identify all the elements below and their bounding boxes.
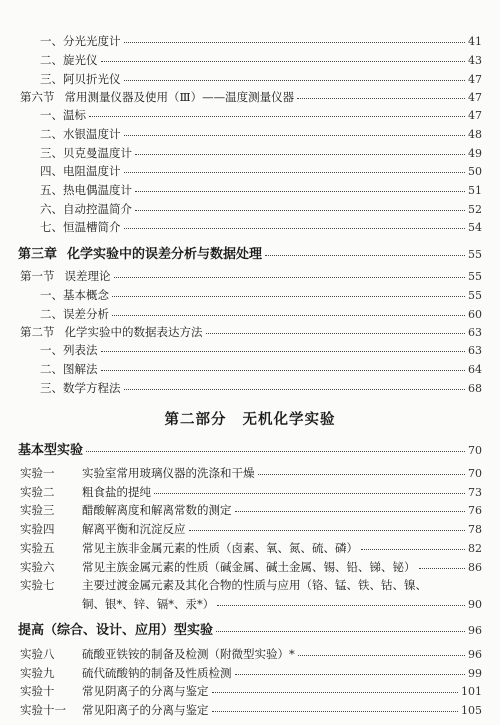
toc-entry-title [20, 666, 232, 681]
experiment-title: 解离平衡和沉淀反应 [82, 522, 186, 537]
experiment-label: 实验八 [20, 646, 55, 661]
toc-entry-title [20, 485, 151, 500]
experiment-label: 实验十 [20, 684, 55, 699]
toc-entry-title: 一、列表法 [40, 343, 98, 358]
toc-page-number: 63 [468, 325, 482, 339]
toc-experiment[interactable] [20, 485, 482, 500]
toc-page-number: 47 [468, 91, 482, 105]
leader-dots [135, 191, 465, 192]
experiment-title: 常见阳离子的分离与鉴定 [82, 703, 209, 717]
leader-dots [298, 655, 465, 656]
experiment-title-continued: 铜、银*、锌、镉*、汞*） [82, 597, 215, 612]
toc-entry-title: 三、数学方程法 [40, 380, 121, 395]
leader-dots [112, 315, 465, 316]
toc-page-number: 105 [461, 704, 482, 717]
section-label: 第六节 [20, 90, 55, 105]
experiment-title: 粗食盐的提纯 [82, 484, 151, 499]
toc-entry-title: 二、误差分析 [40, 306, 109, 321]
leader-dots [235, 511, 466, 512]
toc-entry-title: 二、旋光仪 [40, 52, 98, 67]
toc-entry-title [20, 703, 209, 718]
leader-dots [112, 296, 465, 297]
leader-dots [212, 692, 459, 693]
section-title: 常用测量仪器及使用（Ⅲ）——温度测量仪器 [64, 90, 295, 105]
toc-experiment[interactable] [20, 666, 482, 681]
toc-page-number: 70 [468, 443, 482, 457]
section-title: 化学实验中的数据表达方法 [64, 324, 203, 339]
experiment-label: 实验三 [20, 503, 55, 518]
toc-experiment[interactable] [20, 466, 482, 481]
experiment-label: 实验六 [20, 559, 55, 574]
leader-dots [206, 333, 466, 334]
toc-page-number: 70 [468, 466, 482, 480]
leader-dots [86, 451, 465, 452]
experiment-title: 常见主族非金属元素的性质（卤素、氧、氮、硫、磷） [82, 540, 358, 555]
experiment-title: 醋酸解离度和解离常数的测定 [82, 503, 232, 518]
toc-page-number: 73 [468, 485, 482, 499]
toc-page-number: 60 [468, 307, 482, 321]
experiment-label: 实验四 [20, 522, 55, 537]
toc-page-number: 55 [468, 247, 482, 261]
toc-entry[interactable] [40, 183, 482, 198]
toc-entry-title [20, 541, 358, 556]
part-label: 第二部分 [164, 410, 227, 428]
toc-basic-experiments[interactable] [18, 443, 482, 458]
toc-experiment[interactable] [20, 503, 482, 518]
toc-entry[interactable] [40, 146, 482, 161]
toc-entry-title [20, 522, 186, 537]
toc-page-number: 76 [468, 504, 482, 518]
experiment-label: 实验一 [20, 465, 55, 480]
toc-ch3-section-1[interactable] [20, 269, 482, 284]
toc-ch3-section-2[interactable] [20, 325, 482, 340]
toc-advanced-experiments[interactable] [18, 623, 482, 638]
toc-page-number: 43 [468, 53, 482, 67]
toc-entry-title [20, 325, 203, 340]
toc-page-number: 48 [468, 127, 482, 141]
toc-page-number: 49 [468, 146, 482, 160]
toc-page-number: 47 [468, 109, 482, 122]
leader-dots [217, 605, 465, 606]
leader-dots [258, 474, 466, 475]
leader-dots [124, 42, 466, 43]
leader-dots [361, 549, 465, 550]
toc-experiment[interactable] [20, 647, 482, 662]
leader-dots [124, 80, 466, 81]
experiment-label: 实验十一 [20, 703, 66, 717]
toc-entry[interactable] [40, 362, 482, 377]
toc-page-number: 68 [468, 381, 482, 395]
toc-page-number: 41 [468, 35, 482, 48]
experiment-title: 主要过渡金属元素及其化合物的性质与应用（铬、锰、铁、钴、镍、 [82, 578, 427, 593]
toc-entry-title: 二、水银温度计 [40, 126, 121, 141]
toc-entry[interactable] [40, 381, 482, 396]
experiment-label: 实验二 [20, 484, 55, 499]
section-label: 第二节 [20, 324, 55, 339]
leader-dots [154, 493, 465, 494]
toc-page-number: 101 [461, 685, 482, 699]
toc-section-6[interactable] [20, 90, 482, 105]
leader-dots [265, 255, 465, 256]
toc-entry[interactable] [40, 34, 482, 49]
section-label: 第一节 [20, 269, 55, 284]
toc-entry-title [20, 578, 427, 593]
experiment-title: 硫酸亚铁铵的制备及检测（附微型实验）* [82, 646, 295, 661]
leader-dots [124, 172, 466, 173]
toc-entry-title: 二、图解法 [40, 361, 98, 376]
leader-dots [189, 530, 466, 531]
experiment-title: 常见主族金属元素的性质（碱金属、碱土金属、锡、铅、锑、铋） [82, 559, 416, 574]
toc-page-number: 55 [468, 288, 482, 302]
leader-dots [297, 98, 465, 99]
leader-dots [114, 277, 466, 278]
toc-page-number: 86 [468, 560, 482, 574]
toc-entry[interactable] [40, 343, 482, 358]
toc-entry[interactable] [40, 72, 482, 87]
leader-dots [124, 135, 466, 136]
toc-experiment[interactable] [20, 560, 482, 575]
toc-entry-title [20, 503, 232, 518]
toc-experiment[interactable] [20, 684, 482, 699]
chapter-label: 第三章 [18, 246, 58, 262]
section-title: 误差理论 [64, 269, 111, 284]
experiment-title: 实验室常用玻璃仪器的洗涤和干燥 [82, 465, 255, 480]
toc-entry[interactable] [40, 220, 482, 235]
leader-dots [135, 210, 465, 211]
experiment-label: 实验五 [20, 540, 55, 555]
toc-entry-title [20, 269, 111, 284]
toc-entry-title [20, 647, 295, 662]
leader-dots [101, 351, 466, 352]
toc-entry[interactable] [40, 288, 482, 303]
toc-entry-title [18, 247, 262, 262]
toc-entry-title: 五、热电偶温度计 [40, 183, 132, 197]
leader-dots [419, 568, 466, 569]
toc-entry[interactable] [40, 164, 482, 179]
toc-experiment[interactable] [20, 541, 482, 556]
toc-entry-title: 基本型实验 [18, 442, 84, 458]
toc-entry-title: 一、基本概念 [40, 287, 109, 302]
leader-dots [124, 228, 466, 229]
leader-dots [235, 674, 466, 675]
leader-dots [135, 154, 465, 155]
toc-page-number: 52 [468, 202, 482, 216]
toc-page-number: 99 [468, 666, 482, 680]
part-title: 无机化学实验 [242, 410, 336, 428]
toc-entry-title: 三、贝克曼温度计 [40, 145, 132, 160]
leader-dots [216, 631, 465, 632]
toc-experiment-7[interactable] [20, 578, 482, 593]
toc-entry-title: 七、恒温槽简介 [40, 219, 121, 234]
toc-page-number: 64 [468, 362, 482, 376]
experiment-label: 实验七 [20, 578, 55, 593]
experiment-label: 实验九 [20, 665, 55, 680]
toc-entry[interactable] [40, 53, 482, 68]
toc-entry[interactable] [40, 202, 482, 217]
toc-page-number: 90 [468, 598, 482, 612]
part-heading [0, 408, 500, 429]
toc-page-number: 96 [468, 647, 482, 661]
toc-page-number: 82 [468, 541, 482, 555]
toc-page-number: 78 [468, 523, 482, 537]
toc-page-number: 55 [468, 270, 482, 284]
experiment-title: 硫代硫酸钠的制备及性质检测 [82, 665, 232, 680]
experiment-title: 常见阴离子的分离与鉴定 [82, 684, 209, 699]
toc-page-number: 47 [468, 72, 482, 86]
toc-entry[interactable] [40, 127, 482, 142]
chapter-title: 化学实验中的误差分析与数据处理 [67, 246, 263, 262]
toc-entry-title [20, 560, 416, 575]
toc-chapter-3[interactable] [18, 247, 482, 262]
toc-entry-title: 四、电阻温度计 [40, 164, 121, 179]
toc-experiment[interactable] [20, 522, 482, 537]
leader-dots [89, 116, 465, 117]
toc-entry-title: 六、自动控温简介 [40, 201, 132, 216]
toc-page-number: 96 [468, 624, 482, 638]
toc-entry[interactable] [40, 108, 482, 123]
toc-experiment[interactable] [20, 703, 482, 718]
leader-dots [212, 711, 459, 712]
toc-entry-title: 三、阿贝折光仪 [40, 71, 121, 86]
toc-entry-title [20, 684, 209, 699]
toc-experiment-7-continued[interactable] [82, 597, 482, 612]
toc-entry-title [20, 466, 255, 481]
toc-entry-title: 提高（综合、设计、应用）型实验 [18, 623, 214, 639]
toc-page-number: 51 [468, 184, 482, 197]
toc-page-number: 50 [468, 165, 482, 179]
toc-entry-title [20, 90, 294, 105]
toc-page-number: 54 [468, 220, 482, 234]
leader-dots [101, 370, 466, 371]
toc-entry-title: 一、温标 [40, 108, 86, 122]
toc-page-number: 63 [468, 344, 482, 358]
toc-entry-title: 一、分光光度计 [40, 34, 121, 48]
toc-entry[interactable] [40, 307, 482, 322]
leader-dots [124, 389, 466, 390]
leader-dots [101, 61, 466, 62]
